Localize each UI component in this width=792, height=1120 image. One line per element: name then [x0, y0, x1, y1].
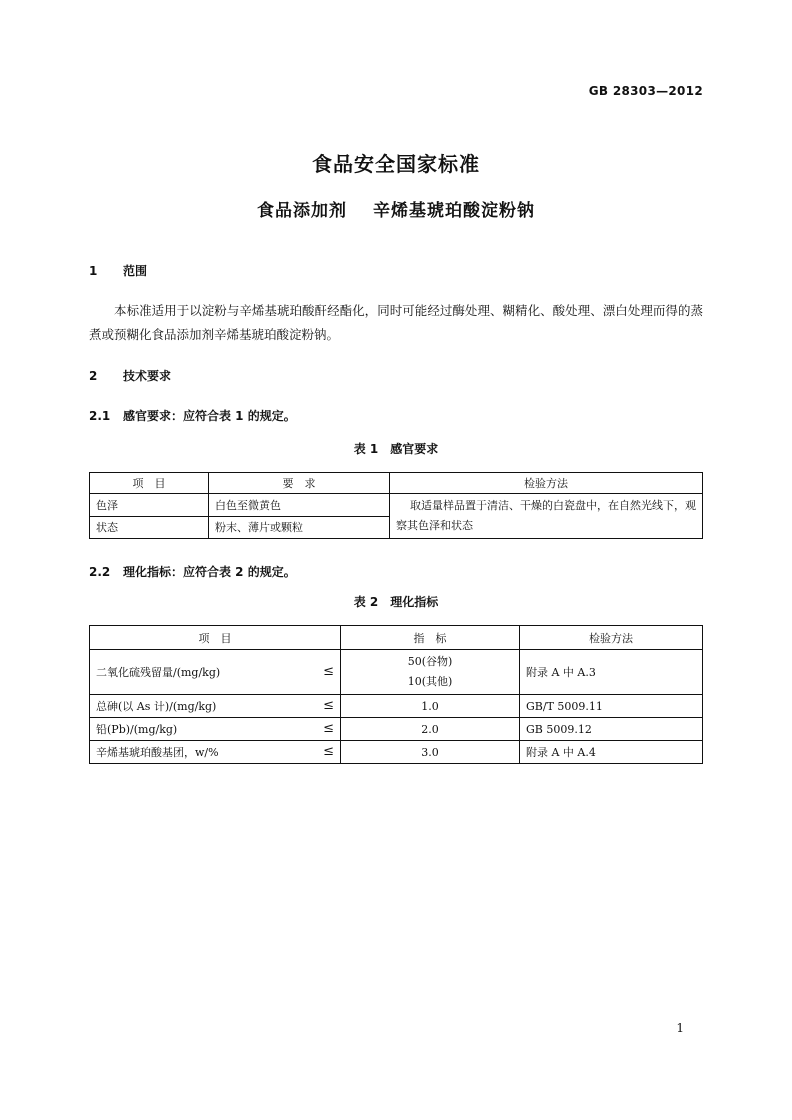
value-line: 10(其他) — [407, 675, 453, 688]
method-cell: 附录 A 中 A.3 — [520, 650, 703, 695]
item-text: 总砷(以 As 计)/(mg/kg) — [96, 700, 217, 713]
leq-symbol: ≤ — [323, 664, 334, 679]
value-line: 50(谷物) — [407, 655, 453, 668]
table-2 — [89, 625, 703, 764]
value-cell: 2.0 — [341, 718, 520, 741]
section-number: 2.1 — [89, 409, 111, 423]
leq-symbol: ≤ — [323, 721, 334, 736]
page-number: 1 — [676, 1021, 684, 1035]
section-number: 2 — [89, 369, 98, 383]
table-header-row — [90, 473, 703, 494]
item-cell — [90, 650, 341, 695]
section-title: 技术要求 — [123, 369, 172, 383]
method-text: 取适量样品置于清洁、干燥的白瓷盘中，在自然光线下，观察其色泽和状态 — [396, 499, 696, 532]
item-cell — [90, 695, 341, 718]
item-text: 铅(Pb)/(mg/kg) — [96, 723, 178, 736]
method-cell: GB 5009.12 — [520, 718, 703, 741]
subtitle-part-b: 辛烯基琥珀酸淀粉钠 — [373, 201, 535, 221]
table-row — [90, 650, 703, 695]
item-cell — [90, 741, 341, 764]
value-cell — [341, 650, 520, 695]
table-row — [90, 695, 703, 718]
item-cell: 状态 — [90, 516, 209, 539]
header-cell: 要 求 — [209, 473, 390, 494]
table-row — [90, 718, 703, 741]
section-title: 理化指标：应符合表 2 的规定。 — [123, 565, 296, 579]
section-2-heading — [89, 367, 171, 384]
section-2-2-heading — [89, 563, 296, 580]
header-cell: 指 标 — [341, 626, 520, 650]
header-cell: 项 目 — [90, 473, 209, 494]
item-cell — [90, 718, 341, 741]
method-cell: GB/T 5009.11 — [520, 695, 703, 718]
table-row — [90, 494, 703, 517]
header-cell: 检验方法 — [520, 626, 703, 650]
item-cell: 色泽 — [90, 494, 209, 517]
value-cell: 3.0 — [341, 741, 520, 764]
section-number: 2.2 — [89, 565, 111, 579]
table-row — [90, 741, 703, 764]
value-cell: 1.0 — [341, 695, 520, 718]
section-number: 1 — [89, 264, 98, 278]
leq-symbol: ≤ — [323, 698, 334, 713]
leq-symbol: ≤ — [323, 744, 334, 759]
scope-paragraph — [89, 299, 703, 347]
table-2-caption: 表 2 理化指标 — [353, 595, 439, 609]
document-subtitle — [0, 196, 792, 221]
header-cell: 项 目 — [90, 626, 341, 650]
document-title: 食品安全国家标准 — [312, 152, 480, 176]
item-text: 二氧化硫残留量/(mg/kg) — [96, 666, 221, 679]
section-title: 感官要求：应符合表 1 的规定。 — [123, 409, 296, 423]
item-text: 辛烯基琥珀酸基团，w/% — [96, 746, 219, 759]
requirement-cell: 白色至微黄色 — [209, 494, 390, 517]
scope-text: 本标准适用于以淀粉与辛烯基琥珀酸酐经酯化，同时可能经过酶处理、糊精化、酸处理、漂白处理而得的蒸煮或预糊化食品添加剂辛烯基琥珀酸淀粉钠。 — [89, 303, 703, 342]
section-1-heading — [89, 262, 147, 279]
subtitle-part-a: 食品添加剂 — [257, 201, 347, 221]
section-title: 范围 — [123, 264, 148, 278]
table-1-caption: 表 1 感官要求 — [353, 442, 439, 456]
method-cell — [390, 494, 703, 539]
requirement-cell: 粉末、薄片或颗粒 — [209, 516, 390, 539]
section-2-1-heading — [89, 407, 296, 424]
table-1 — [89, 472, 703, 539]
standard-code: GB 28303—2012 — [588, 84, 703, 98]
table-header-row — [90, 626, 703, 650]
method-cell: 附录 A 中 A.4 — [520, 741, 703, 764]
header-cell: 检验方法 — [390, 473, 703, 494]
